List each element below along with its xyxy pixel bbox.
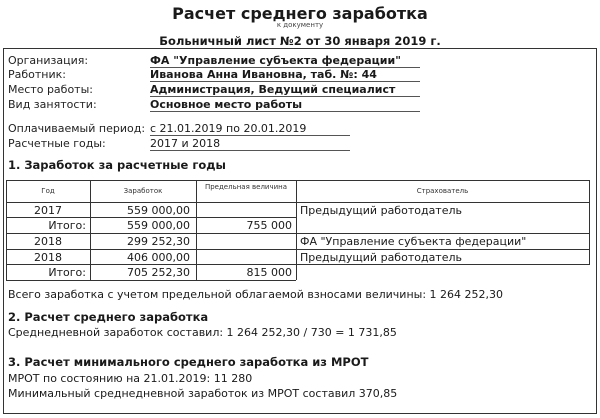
calc-years-label: Расчетные годы: [8,137,106,150]
table-cell-limit: 755 000 [246,219,292,232]
section2-heading: 2. Расчет среднего заработка [8,310,209,324]
employee-value: Иванова Анна Ивановна, таб. №: 44 [150,68,420,82]
page-subnote: к документу [276,21,324,29]
organization-label: Организация: [8,54,89,67]
workplace-value: Администрация, Ведущий специалист [150,83,420,97]
table-cell-subtotal-label: Итого: [48,266,86,279]
col-earnings-header: Заработок [123,187,163,195]
workplace-label: Место работы: [8,83,93,96]
table-cell-earnings: 559 000,00 [127,219,190,232]
section1-heading: 1. Заработок за расчетные годы [8,158,226,172]
col-limit-header: Предельная величина [204,183,288,191]
document-reference: Больничный лист №2 от 30 января 2019 г. [159,34,441,48]
table-cell-subtotal-label: Итого: [48,219,86,232]
table-cell-earnings: 406 000,00 [127,251,190,264]
col-year-header: Год [41,187,55,195]
table-cell-year: 2017 [34,204,62,217]
employee-label: Работник: [8,68,66,81]
min-average-line: Минимальный среднедневной заработок из МРОТ составил 370,85 [8,387,398,400]
col-insurer-header: Страхователь [416,187,469,195]
calc-years-value: 2017 и 2018 [150,137,350,151]
section3-heading: 3. Расчет минимального среднего заработка из МРОТ [8,355,369,369]
table-cell-limit: 815 000 [246,266,292,279]
employment-type-value: Основное место работы [150,98,420,112]
employment-type-label: Вид занятости: [8,98,97,111]
table-cell-earnings: 299 252,30 [127,235,190,248]
organization-value: ФА "Управление субъекта федерации" [150,54,420,68]
mrot-line: МРОТ по состоянию на 21.01.2019: 11 280 [8,372,253,385]
table-cell-earnings: 705 252,30 [127,266,190,279]
table-cell-earnings: 559 000,00 [127,204,190,217]
table-cell-insurer: Предыдущий работодатель [300,251,462,264]
page-title: Расчет среднего заработка [172,4,428,23]
paid-period-label: Оплачиваемый период: [8,122,146,135]
table-cell-insurer: Предыдущий работодатель [300,204,462,217]
total-earnings-text: Всего заработка с учетом предельной облагаемой взносами величины: 1 264 252,30 [8,288,503,301]
table-cell-year: 2018 [34,251,62,264]
table-cell-insurer: ФА "Управление субъекта федерации" [300,235,527,248]
table-cell-year: 2018 [34,235,62,248]
average-earnings-text: Среднедневной заработок составил: 1 264 252,30 / 730 = 1 731,85 [8,326,397,339]
paid-period-value: с 21.01.2019 по 20.01.2019 [150,122,350,136]
